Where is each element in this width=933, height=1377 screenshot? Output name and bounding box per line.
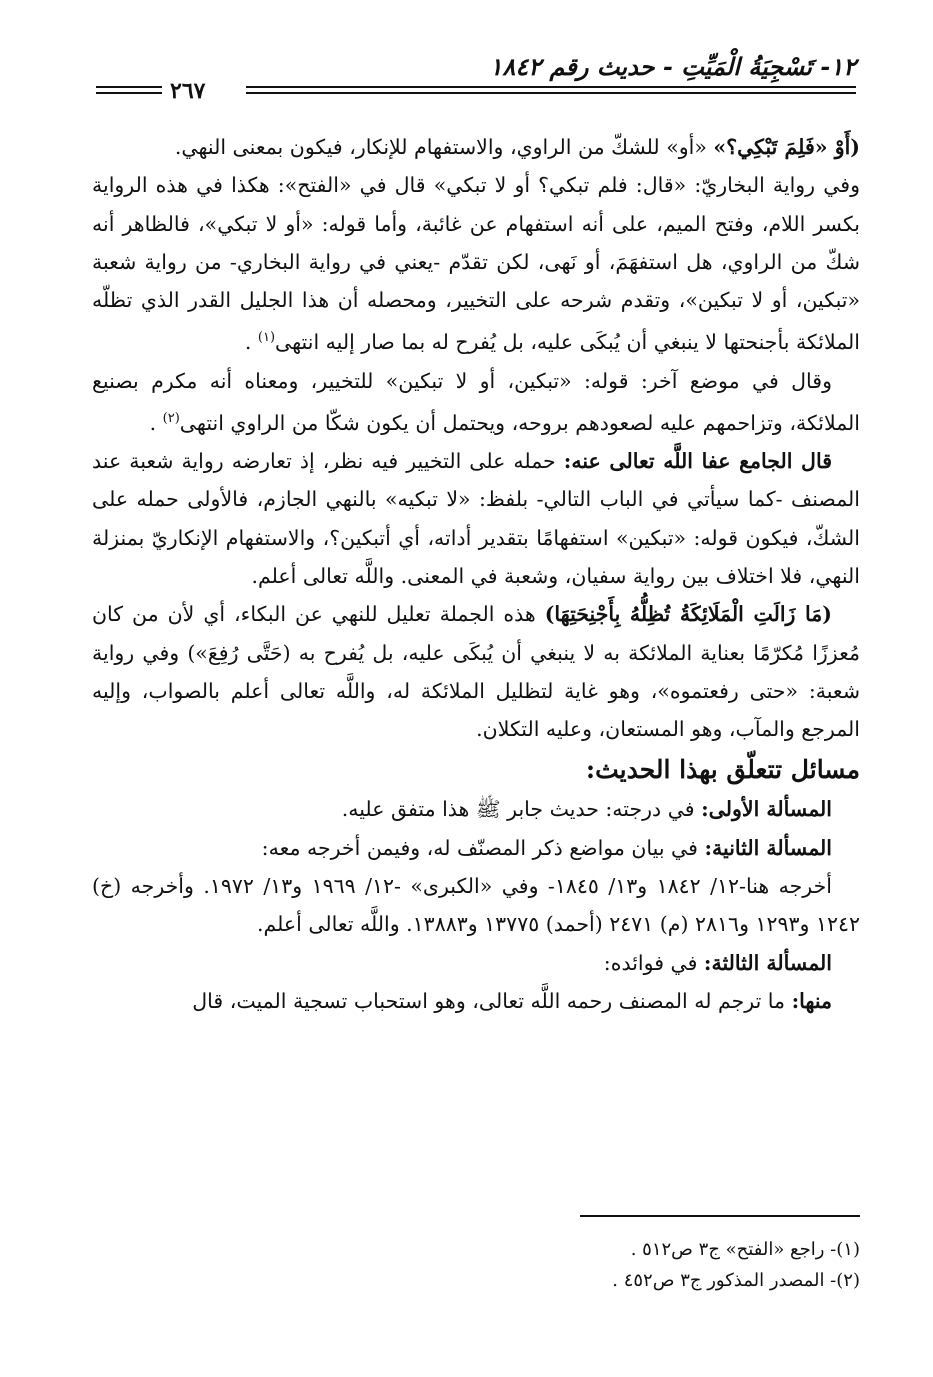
paragraph-lead: قال الجامع عفا اللَّه تعالى عنه: [563,449,832,474]
footnote: (٢)- المصدر المذكور ج٣ ص٤٥٢ . [612,1270,860,1291]
item-text: في فوائده: [603,950,704,975]
footnotes [160,1234,860,1296]
section-item [92,867,860,944]
section-heading: مسائل تتعلّق بهذا الحديث: [585,755,860,785]
header-rule [96,86,162,88]
item-lead: المسألة الثالثة: [703,950,832,975]
header-rule [246,86,856,88]
section-item [92,944,860,982]
footnote-ref: (١) [257,330,276,346]
section-item [92,790,860,828]
paragraph [92,166,860,361]
paragraph-lead: (أَوْ «فَلِمَ تَبْكِي؟» [713,135,860,159]
footnote-ref: (٢) [162,410,180,426]
paragraph [92,362,860,442]
footnote-separator [580,1215,860,1217]
item-text: ما ترجم له المصنف رحمه اللَّه تعالى، وهو استحباب تسجية الميت، قال [192,988,792,1013]
body-text [92,128,860,1020]
item-text: أخرجه هنا-١٢/ ١٨٤٢ و١٣/ ١٨٤٥- وفي «الكبرى» -١٢/ ١٩٦٩ و١٣/ ١٩٧٢. وأخرجه (خ) ١٢٤٢ و١٢٩٣ و٢٨١٦ (م) ٢٤٧١ (أحمد) ١٣٧٧٥ و١٣٨٨٣. واللَّه تعالى أعلم. [92,874,860,937]
paragraph-lead: (مَا زَالَتِ الْمَلَائِكَةُ تُظِلُّهُ بِأَجْنِحَتِهَا) [544,602,832,627]
item-lead: المسألة الأولى: [701,797,832,822]
paragraph-text: وقال في موضع آخر: قوله: «تبكين، أو لا تبكين» للتخيير، ومعناه أنه مكرم بصنيع الملائكة، وتزاحمهم عليه لصعودهم بروحه، ويحتمل أن يكون شكّا من الراوي انتهى [92,368,860,435]
paragraph-text: حمله على التخيير فيه نظر، إذ تعارضه رواية شعبة عند المصنف -كما سيأتي في الباب التالي- بلفظ: «لا تبكيه» بالنهي الجازم، فالأولى حمله على الشكّ، فيكون قوله: «تبكين» استفهامًا بتقدير أداته، أي أتبكين؟، والاستفهام الإنكاريّ بمنزلة النهي، فلا اختلاف بين رواية سفيان، وشعبة في المعنى. واللَّه تعالى أعلم. [92,449,860,588]
paragraph [92,128,860,166]
section-item [92,829,860,867]
paragraph [92,595,860,748]
running-header [96,52,856,104]
paragraph-text: «أو» للشكّ من الراوي، والاستفهام للإنكار، فيكون بمعنى النهي. [174,135,714,159]
paragraph-text: وفي رواية البخاريّ: «قال: فلم تبكي؟ أو لا تبكي» قال في «الفتح»: هكذا في هذه الرواية بكسر اللام، وفتح الميم، على أنه استفهام عن غائبة، وأما قوله: «أو لا تبكي»، فالظاهر أنه شكّ من الراوي، هل استفهَمَ، أو نَهى، لكن تقدّم -يعني في رواية البخاري- من رواية شعبة «تبكين، أو لا تبكين»، وتقدم شرحه على التخيير، ومحصله أن هذا الجليل القدر الذي تظلّه الملائكة بأجنحتها لا ينبغي أن يُبكَى عليه، بل يُفرح له بما صار إليه انتهى [92,173,860,355]
paragraph-end: . [149,410,163,435]
header-title: ١٢- تَسْجِيَةُ الْمَيِّتِ - حديث رقم ١٨٤٢ [489,52,856,81]
header-rule [96,92,162,94]
footnote: (١)- راجع «الفتح» ج٣ ص٥١٢ . [630,1239,860,1260]
header-rule [246,92,856,94]
paragraph [92,442,860,595]
paragraph-text: هذه الجملة تعليل للنهي عن البكاء، أي لأن من كان مُعززًا مُكرّمًا بعناية الملائكة به لا ينبغي أن يُبكَى عليه، بل يُفرح به (حَتَّى رُفِعَ») وفي رواية شعبة: «حتى رفعتموه»، وهو غاية لتظليل الملائكة له، واللَّه تعالى أعلم بالصواب، وإليه المرجع والمآب، وهو المستعان، وعليه التكلان. [92,602,860,742]
paragraph-end: . [244,330,258,355]
item-text: في بيان مواضع ذكر المصنّف له، وفيمن أخرجه معه: [261,835,705,860]
section-item [92,982,860,1020]
page-number: ٢٦٧ [170,78,206,104]
item-lead: المسألة الثانية: [704,835,832,860]
item-text: في درجته: حديث جابر ﷺ هذا متفق عليه. [341,797,702,822]
item-lead: منها: [791,988,832,1013]
